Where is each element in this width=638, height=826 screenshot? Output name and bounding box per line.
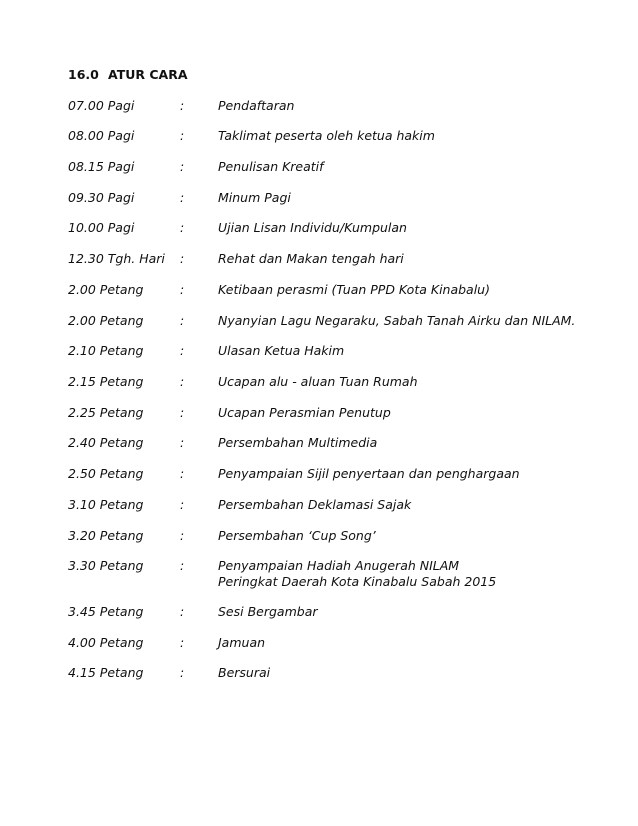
schedule-item: Persembahan Multimedia (218, 435, 378, 450)
schedule-time: 3.20 Petang (68, 528, 144, 543)
schedule-time: 09.30 Pagi (68, 190, 135, 205)
schedule-time: 12.30 Tgh. Hari (68, 251, 165, 266)
schedule-item: Ulasan Ketua Hakim (218, 343, 345, 358)
schedule-item: Ucapan alu - aluan Tuan Rumah (218, 374, 418, 389)
schedule-separator: : (180, 635, 185, 650)
schedule-time: 4.00 Petang (68, 635, 144, 650)
schedule-separator: : (180, 558, 185, 573)
schedule-time: 4.15 Petang (68, 665, 144, 680)
schedule-item: Sesi Bergambar (218, 604, 318, 619)
schedule-separator: : (180, 98, 185, 113)
schedule-separator: : (180, 497, 185, 512)
schedule-item: Pendaftaran (218, 98, 295, 113)
schedule-time: 10.00 Pagi (68, 220, 135, 235)
schedule-time: 2.00 Petang (68, 282, 144, 297)
schedule-separator: : (180, 190, 185, 205)
section-heading (68, 67, 188, 82)
schedule-time: 2.15 Petang (68, 374, 144, 389)
schedule-item: Ketibaan perasmi (Tuan PPD Kota Kinabalu) (218, 282, 490, 297)
schedule-item: Persembahan ‘Cup Song’ (218, 528, 376, 543)
schedule-separator: : (180, 282, 185, 297)
schedule-time: 3.10 Petang (68, 497, 144, 512)
schedule-separator: : (180, 435, 185, 450)
schedule-separator: : (180, 405, 185, 420)
schedule-separator: : (180, 251, 185, 266)
schedule-time: 08.00 Pagi (68, 128, 135, 143)
schedule-separator: : (180, 374, 185, 389)
schedule-separator: : (180, 159, 185, 174)
schedule-time: 3.30 Petang (68, 558, 144, 573)
schedule-item: Nyanyian Lagu Negaraku, Sabah Tanah Airku dan NILAM. (218, 313, 576, 328)
schedule-separator: : (180, 604, 185, 619)
schedule-item: Persembahan Deklamasi Sajak (218, 497, 412, 512)
schedule-time: 08.15 Pagi (68, 159, 135, 174)
schedule-time: 2.25 Petang (68, 405, 144, 420)
schedule-separator: : (180, 313, 185, 328)
schedule-separator: : (180, 128, 185, 143)
section-title: ATUR CARA (108, 67, 188, 82)
schedule-time: 2.10 Petang (68, 343, 144, 358)
schedule-separator: : (180, 343, 185, 358)
schedule-item: Ucapan Perasmian Penutup (218, 405, 391, 420)
schedule-item: Taklimat peserta oleh ketua hakim (218, 128, 435, 143)
schedule-item: Penyampaian Hadiah Anugerah NILAM (218, 558, 460, 573)
section-number: 16.0 (68, 67, 99, 82)
schedule-item: Jamuan (218, 635, 266, 650)
schedule-separator: : (180, 466, 185, 481)
schedule-item: Penulisan Kreatif (218, 159, 324, 174)
schedule-item: Bersurai (218, 665, 271, 680)
schedule-item: Rehat dan Makan tengah hari (218, 251, 404, 266)
schedule-time: 07.00 Pagi (68, 98, 135, 113)
schedule-time: 2.40 Petang (68, 435, 144, 450)
schedule-item: Minum Pagi (218, 190, 291, 205)
schedule-time: 3.45 Petang (68, 604, 144, 619)
schedule-item: Ujian Lisan Individu/Kumpulan (218, 220, 407, 235)
schedule-time: 2.50 Petang (68, 466, 144, 481)
schedule-separator: : (180, 665, 185, 680)
schedule-item: Penyampaian Sijil penyertaan dan penghargaan (218, 466, 520, 481)
schedule-separator: : (180, 528, 185, 543)
schedule-separator: : (180, 220, 185, 235)
schedule-item-continued: Peringkat Daerah Kota Kinabalu Sabah 2015 (218, 574, 497, 589)
schedule-time: 2.00 Petang (68, 313, 144, 328)
